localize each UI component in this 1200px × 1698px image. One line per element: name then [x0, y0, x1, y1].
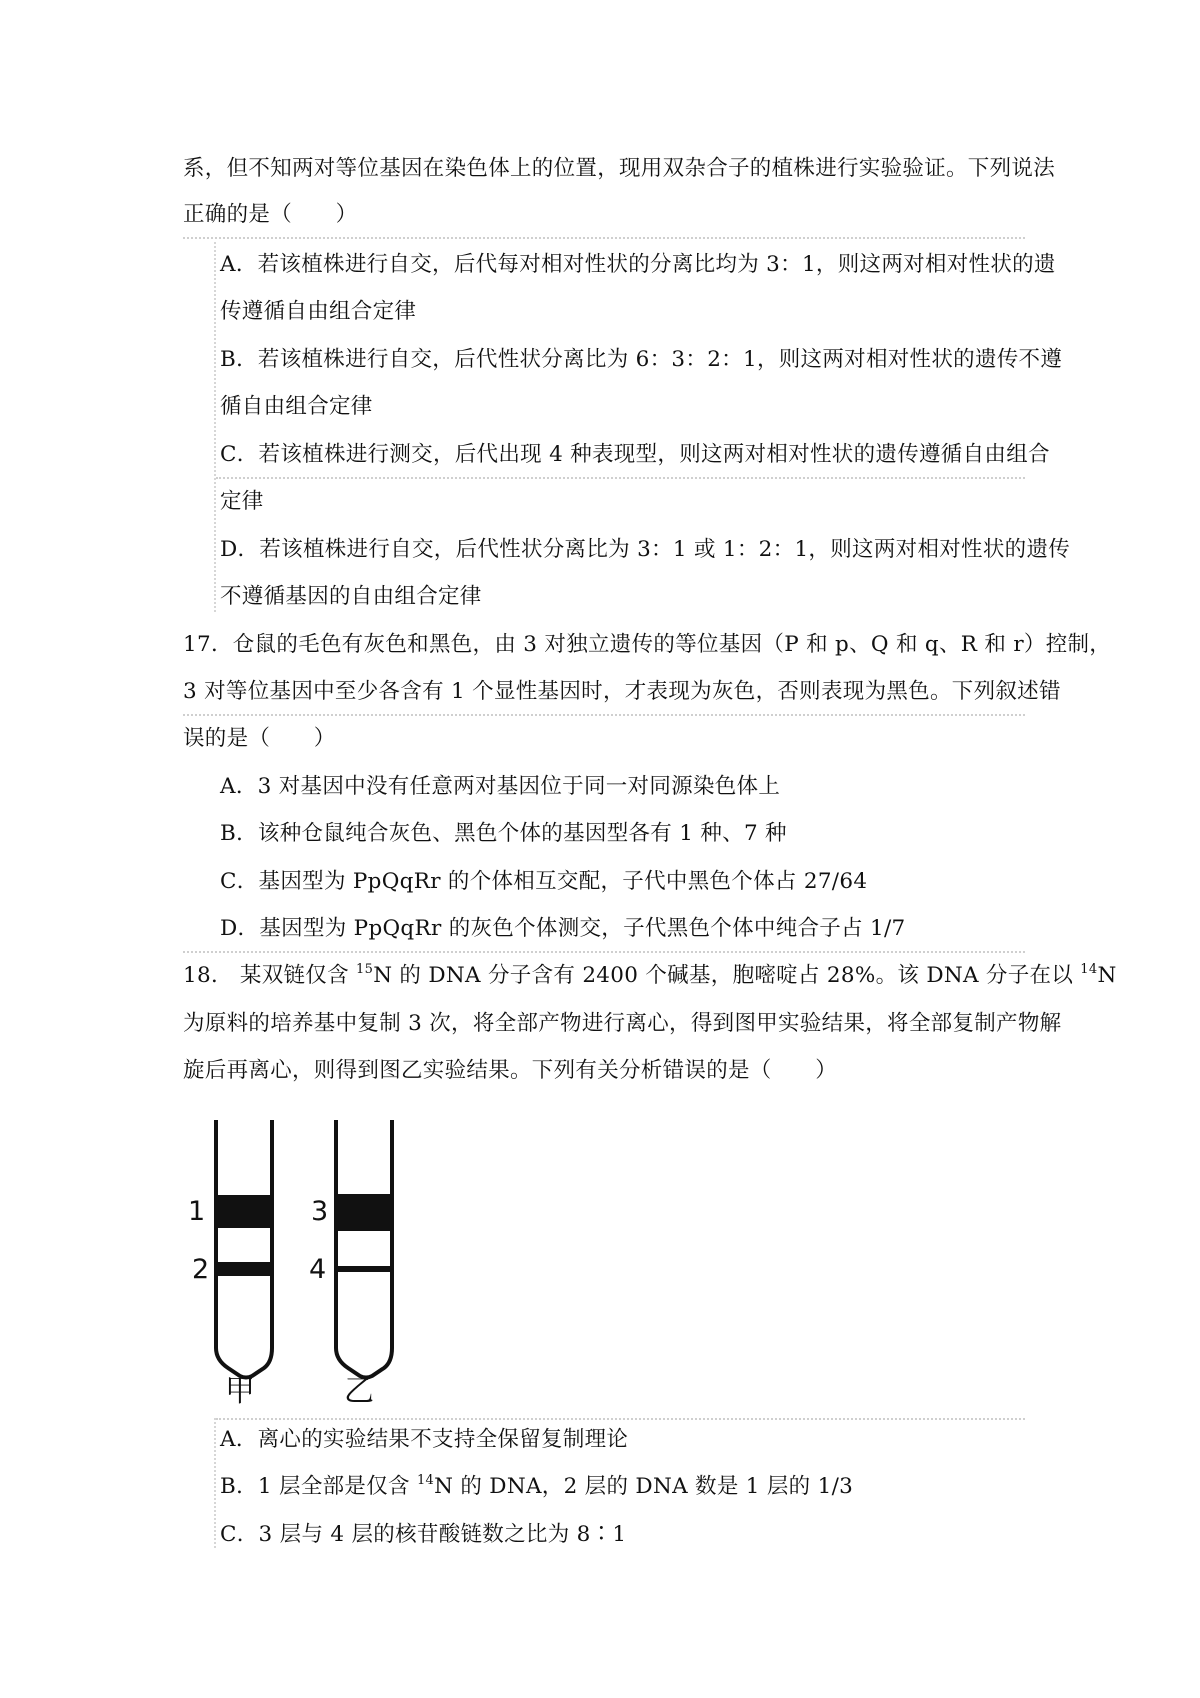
- q18-option-c: C．3 层与 4 层的核苷酸链数之比为 8∶1: [220, 1522, 627, 1547]
- q18-option-a: A．离心的实验结果不支持全保留复制理论: [220, 1427, 629, 1452]
- caption-yi: 乙: [344, 1374, 374, 1409]
- caption-jia: 甲: [225, 1374, 255, 1409]
- q18-option-b: B．1 层全部是仅含 $^{14}$N 的 DNA，2 层的 DNA 数是 1 层的 1/3: [220, 1473, 854, 1499]
- tube-yi-band-4: [336, 1266, 392, 1272]
- tube-yi-outline: [336, 1120, 392, 1378]
- dotted-separator: [183, 714, 1025, 716]
- q16-option-a-line1: A．若该植株进行自交，后代每对相对性状的分离比均为 3：1，则这两对相对性状的遗: [220, 252, 1056, 277]
- q17-stem-line1: 17．仓鼠的毛色有灰色和黑色，由 3 对独立遗传的等位基因（P 和 p、Q 和 q、R 和 r）控制，: [183, 632, 1112, 657]
- q17-stem-line2: 3 对等位基因中至少各含有 1 个显性基因时，才表现为灰色，否则表现为黑色。下列叙述错: [183, 679, 1061, 704]
- band-label-4: 4: [309, 1254, 327, 1285]
- dotted-separator: [216, 477, 1025, 479]
- q17-option-b: B．该种仓鼠纯合灰色、黑色个体的基因型各有 1 种、7 种: [220, 821, 787, 846]
- tube-jia-band-2: [216, 1262, 272, 1276]
- q17-option-d: D．基因型为 PpQqRr 的灰色个体测交，子代黑色个体中纯合子占 1/7: [220, 916, 906, 941]
- q18-stem-line1: 18． 某双链仅含 $^{15}$N 的 DNA 分子含有 2400 个碱基，胞嘧啶占 28%。该 DNA 分子在以 $^{14}$N: [183, 962, 1117, 988]
- q16-option-a-line2: 传遵循自由组合定律: [220, 299, 417, 324]
- centrifuge-tubes-figure: [178, 1120, 418, 1410]
- tube-jia-outline: [216, 1120, 272, 1378]
- band-label-1: 1: [188, 1196, 206, 1227]
- tube-yi-band-3: [336, 1194, 392, 1231]
- q17-stem-line3: 误的是（ ）: [183, 726, 336, 751]
- q16-stem-line2: 正确的是（ ）: [183, 202, 358, 227]
- q16-option-d-line2: 不遵循基因的自由组合定律: [220, 584, 482, 609]
- tubes-drawing: [178, 1120, 418, 1410]
- q17-option-c: C．基因型为 PpQqRr 的个体相互交配，子代中黑色个体占 27/64: [220, 869, 868, 894]
- q16-option-c-line2: 定律: [220, 489, 264, 514]
- q16-option-d-line1: D．若该植株进行自交，后代性状分离比为 3：1 或 1：2：1，则这两对相对性状的遗传: [220, 537, 1071, 562]
- band-label-3: 3: [311, 1196, 329, 1227]
- q16-option-b-line2: 循自由组合定律: [220, 394, 373, 419]
- q18-stem-line3: 旋后再离心，则得到图乙实验结果。下列有关分析错误的是（ ）: [183, 1058, 838, 1083]
- q16-option-b-line1: B．若该植株进行自交，后代性状分离比为 6：3：2：1，则这两对相对性状的遗传不遵: [220, 347, 1063, 372]
- band-label-2: 2: [192, 1254, 210, 1285]
- q16-option-c-line1: C．若该植株进行测交，后代出现 4 种表现型，则这两对相对性状的遗传遵循自由组合: [220, 442, 1050, 467]
- dotted-separator: [183, 237, 1025, 239]
- dotted-margin-rule: [214, 1418, 216, 1548]
- tube-yi: [336, 1120, 392, 1378]
- q16-stem-line1: 系，但不知两对等位基因在染色体上的位置，现用双杂合子的植株进行实验验证。下列说法: [183, 156, 1056, 181]
- tube-jia: [216, 1120, 272, 1378]
- q17-option-a: A．3 对基因中没有任意两对基因位于同一对同源染色体上: [220, 774, 781, 799]
- q18-stem-line2: 为原料的培养基中复制 3 次，将全部产物进行离心，得到图甲实验结果，将全部复制产物解: [183, 1011, 1062, 1036]
- dotted-margin-rule: [214, 242, 216, 612]
- tube-jia-band-1: [216, 1195, 272, 1228]
- dotted-separator: [216, 1418, 1025, 1420]
- dotted-separator: [183, 951, 1025, 953]
